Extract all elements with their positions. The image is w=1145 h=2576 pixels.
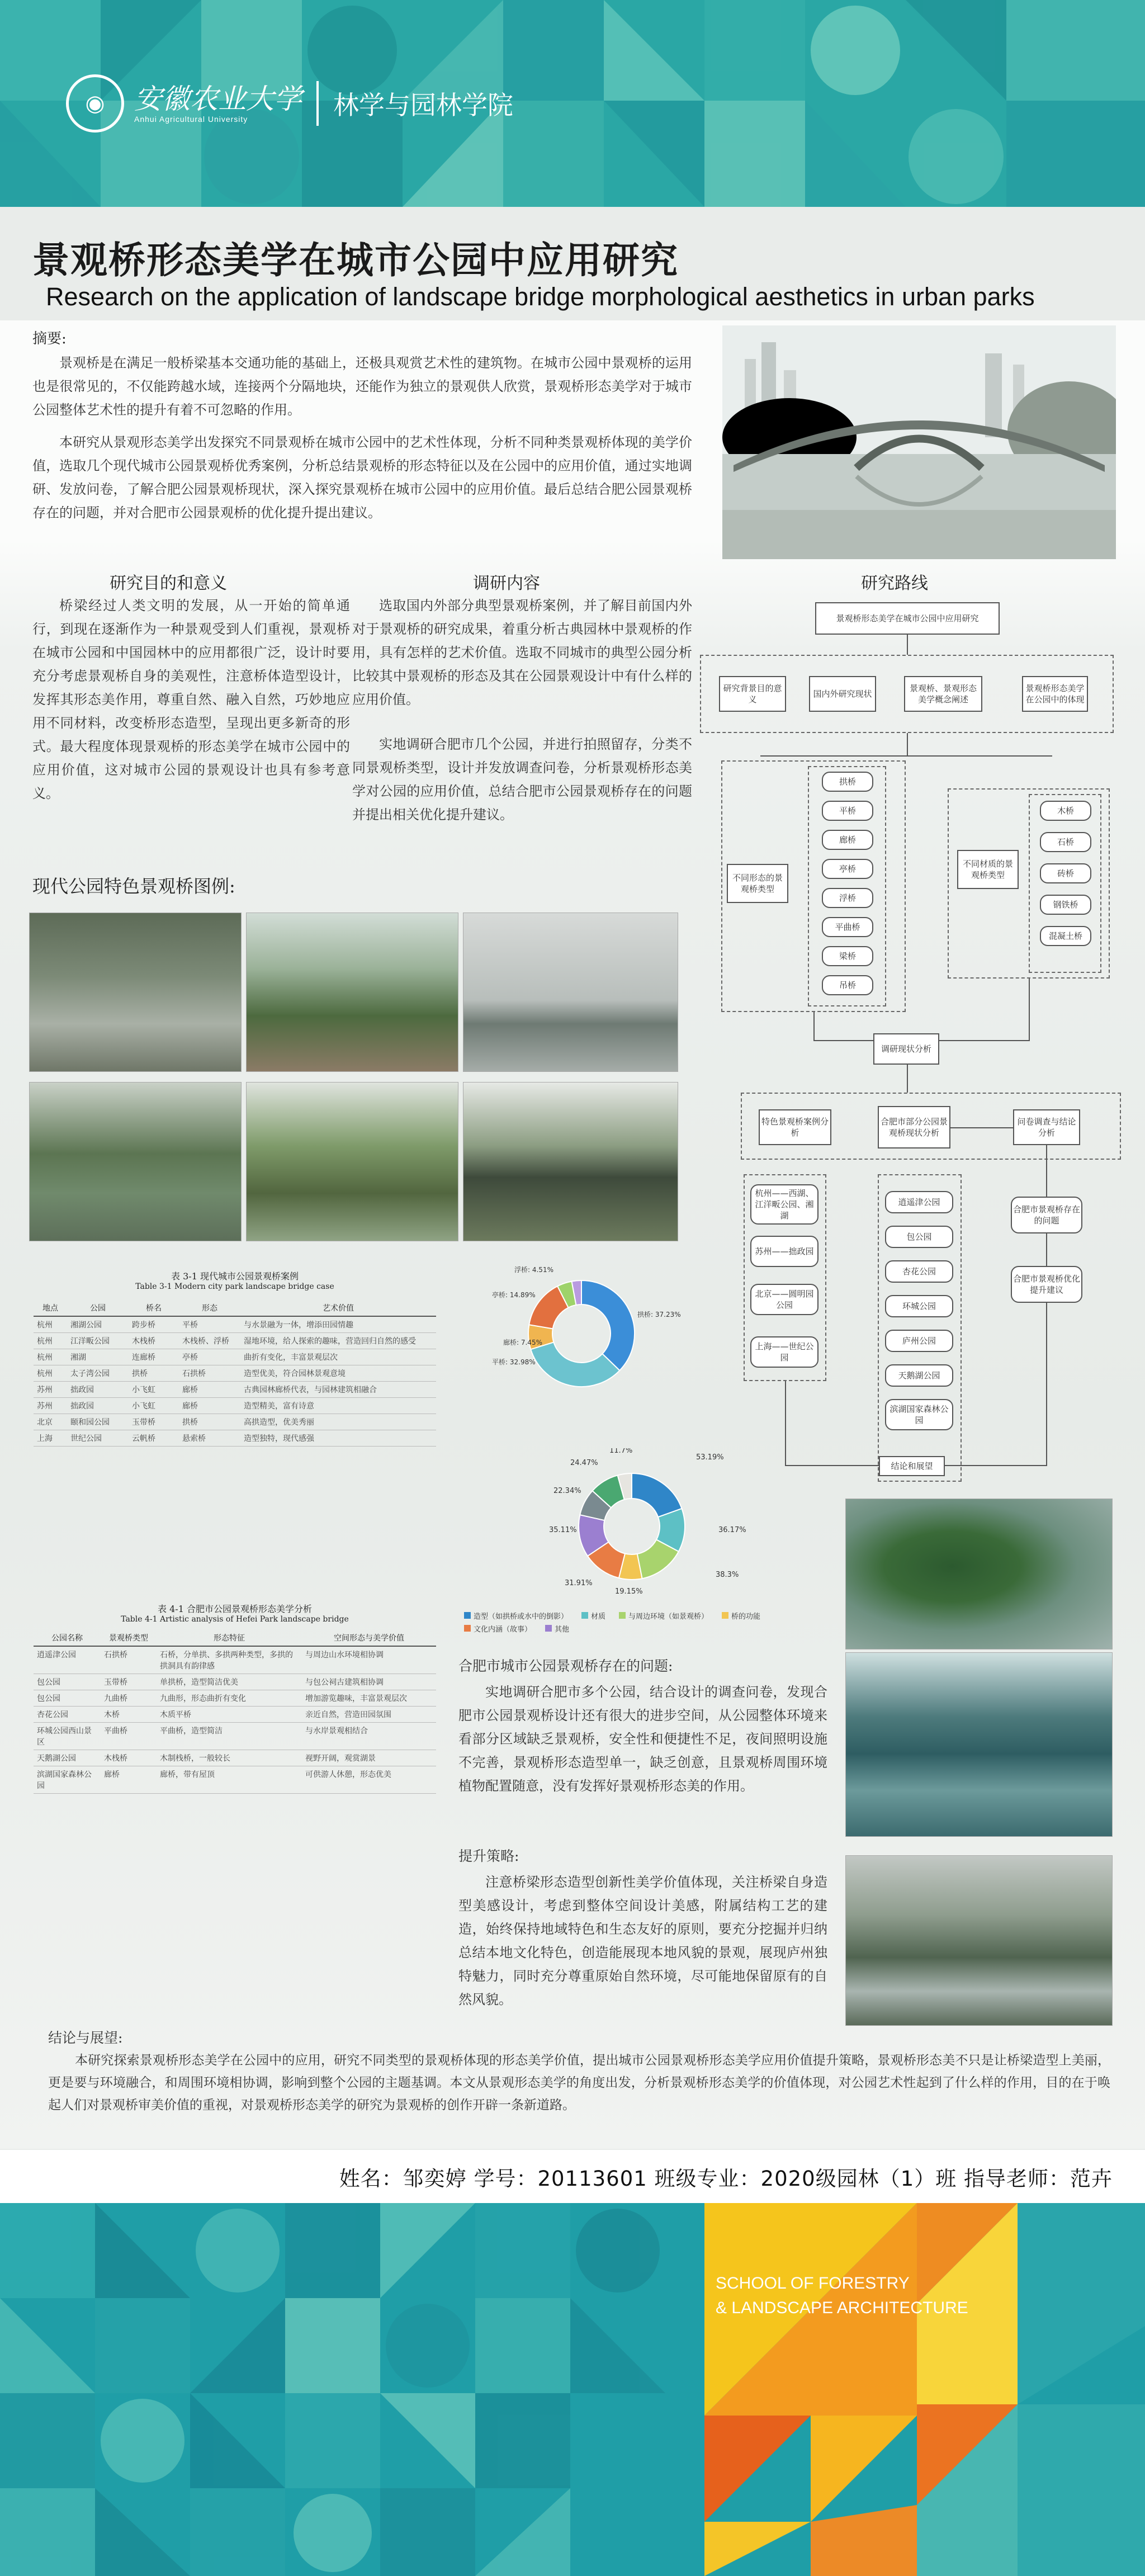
- photo-corridor-bridge: [246, 1082, 458, 1241]
- flow-park-node: 包公园: [885, 1226, 953, 1248]
- legend-swatch: [581, 1612, 588, 1619]
- table-cell: 湘湖: [67, 1349, 129, 1365]
- survey-text-1: 选取国内外部分典型景观桥案例，并了解目前国内外对于景观桥的研究成果，着重分析古典园林中景观桥的作用，具有怎样的艺术价值。选取不同城市的典型公园分析比较其中景观桥的形态及其在公园景观设计中有什么样的应用价值。: [352, 598, 692, 707]
- table-cell: 上海: [34, 1430, 67, 1447]
- legend-label: 材质: [591, 1613, 606, 1621]
- legend-swatch: [464, 1625, 471, 1632]
- flow-connector: [907, 1065, 908, 1093]
- flow-issue-node: 合肥市景观桥存在的问题: [1011, 1197, 1082, 1233]
- survey-text-2: 实地调研合肥市几个公园，并进行拍照留存，分类不同景观桥类型，设计并发放调查问卷，分析景观桥形态美学对公园的应用价值，总结合肥市公园景观桥存在的问题并提出相关优化提升建议。: [352, 736, 692, 823]
- photo-stepping-stone-bridge: [29, 913, 242, 1072]
- school-name-en: [716, 2271, 968, 2320]
- goal-text: 桥梁经过人类文明的发展，从一开始的简单通行，到现在逐渐作为一种景观受到人们重视，景观桥在城市公园和中国园林中的应用都很广泛，设计时要充分考虑景观桥自身的美观性，注意桥体造型设计，发挥其形态美作用，尊重自然、融入自然，巧妙地应用不同材料，改变桥形态造型，呈现出更多新奇的形式。最大程度体现景观桥的形态美学在城市公园中的应用价值，这对城市公园的景观设计也具有参考意义。: [32, 598, 350, 801]
- college-name: 林学与园林学院: [333, 90, 513, 120]
- abstract-paragraph-2: 本研究从景观形态美学出发探究不同景观桥在城市公园中的艺术性体现，分析不同种类景观桥体现的美学价值，选取几个现代城市公园景观桥优秀案例，分析总结景观桥的形态特征以及在公园中的应用价值，通过实地调研、发放问卷，了解合肥公园景观桥现状，深入探究景观桥在城市公园中的应用价值。最后总结合肥公园景观桥存在的问题，并对合肥市公园景观桥的优化提升提出建议。: [32, 434, 692, 521]
- legend-swatch: [619, 1612, 626, 1619]
- footer-banner: [0, 2203, 1145, 2576]
- flow-park-node: 庐州公园: [885, 1330, 953, 1352]
- table2-caption-en: Table 4-1 Artistic analysis of Hefei Park landscape bridge: [121, 1615, 349, 1624]
- flow-row1-node: 国内外研究现状: [809, 676, 876, 712]
- table-cell: 拱桥: [179, 1414, 240, 1430]
- table-cell: 跨步桥: [129, 1316, 179, 1333]
- flow-park-node: 滨湖国家森林公园: [885, 1399, 953, 1430]
- flow-issue-node: 合肥市景观桥优化提升建议: [1011, 1266, 1082, 1303]
- table-cell: 滨湖国家森林公园: [34, 1766, 101, 1794]
- flow-row3-node: 合肥市部分公园景观桥现状分析: [878, 1106, 950, 1148]
- table-cell: 造型优美，符合园林景观意境: [240, 1365, 436, 1382]
- table-row: [34, 1690, 436, 1707]
- donut-label: 廊桥: 7.45%: [503, 1339, 542, 1346]
- table-cell: 包公园: [34, 1674, 101, 1690]
- flow-row1-node: 景观桥形态美学在公园中的体现: [1022, 676, 1088, 712]
- legend-label: 桥的功能: [731, 1613, 761, 1621]
- donut-label: 亭桥: 14.89%: [492, 1291, 536, 1299]
- table-header-cell: 艺术价值: [240, 1300, 436, 1316]
- table-header-cell: 公园: [67, 1300, 129, 1316]
- flow-material-item: 钢铁桥: [1040, 895, 1091, 915]
- flow-end-node: 结论和展望: [879, 1456, 945, 1476]
- photo-wooden-boardwalk: [246, 913, 458, 1072]
- table-row: [34, 1646, 436, 1674]
- table-cell: 古典园林廊桥代表，与园林建筑相融合: [240, 1382, 436, 1398]
- table-cell: 杭州: [34, 1365, 67, 1382]
- legend-swatch: [722, 1612, 728, 1619]
- abstract-label: 摘要:: [32, 330, 67, 347]
- photo-stone-arch-bridge: [29, 1082, 242, 1241]
- table1-caption-zh: 表 3-1 现代城市公园景观桥案例: [171, 1271, 299, 1282]
- flow-parks-group: [878, 1174, 962, 1482]
- table-cell: 湘湖公园: [67, 1316, 129, 1333]
- flow-connector: [785, 1381, 786, 1465]
- author-info-bar: [0, 2150, 1145, 2203]
- table-cell: 廊桥，带有屋顶: [157, 1766, 302, 1794]
- table-header-cell: 地点: [34, 1300, 67, 1316]
- table-cell: 世纪公园: [67, 1430, 129, 1447]
- flow-row1-node: 景观桥、景观形态美学概念阐述: [904, 676, 982, 712]
- legend-item: [545, 1623, 569, 1634]
- table-cell: 九曲形，形态曲折有变化: [157, 1690, 302, 1707]
- table-row: [34, 1707, 436, 1723]
- table-cell: 玉带桥: [129, 1414, 179, 1430]
- table-cell: 颐和园公园: [67, 1414, 129, 1430]
- flow-form-item: 廊桥: [822, 830, 873, 850]
- table-cell: 苏州: [34, 1382, 67, 1398]
- table-cell: 木栈桥: [101, 1750, 157, 1766]
- table-cell: 石拱桥: [101, 1646, 157, 1674]
- university-emblem-icon: ◉: [66, 74, 124, 133]
- table-header-cell: 桥名: [129, 1300, 179, 1316]
- flow-form-item: 拱桥: [822, 772, 873, 792]
- table-cell: 九曲桥: [101, 1690, 157, 1707]
- table-cell: 与周边山水环境相协调: [302, 1646, 436, 1674]
- abstract-paragraph-1: 景观桥是在满足一般桥梁基本交通功能的基础上，还极具观赏艺术性的建筑物。在城市公园中景观桥的运用也是很常见的，不仅能跨越水域，连接两个分隔地块，还能作为独立的景观供人欣赏，景观桥形态美学对于城市公园整体艺术性的提升有着不可忽略的作用。: [32, 355, 692, 418]
- flow-connector: [760, 755, 1052, 757]
- table-cell: 拙政园: [67, 1382, 129, 1398]
- footer-pattern: [0, 2203, 1145, 2576]
- arch-bridge-illustration: [722, 325, 1116, 559]
- conclusion-heading: 结论与展望:: [48, 2030, 123, 2046]
- donut-slice: [581, 1280, 635, 1370]
- table-cell: 包公园: [34, 1690, 101, 1707]
- table-cell: 平曲桥: [101, 1723, 157, 1750]
- flow-row3-node: 特色景观桥案例分析: [759, 1109, 831, 1145]
- table-cell: 石拱桥: [179, 1365, 240, 1382]
- table-cell: 廊桥: [101, 1766, 157, 1794]
- table-header-cell: 空间形态与美学价值: [302, 1630, 436, 1646]
- table2-caption-zh: 表 4-1 合肥市公园景观桥形态美学分析: [158, 1604, 312, 1614]
- flow-status-node: 调研现状分析: [873, 1033, 939, 1065]
- table-cell: 北京: [34, 1414, 67, 1430]
- table-cell: 小飞虹: [129, 1398, 179, 1414]
- table-header-cell: 公园名称: [34, 1630, 101, 1646]
- table-row: [34, 1365, 436, 1382]
- flow-case-node: 北京——圆明园公园: [750, 1284, 818, 1315]
- problems-text: 实地调研合肥市多个公园，结合设计的调查问卷，发现合肥市公园景观桥设计还有很大的进步空间，从公园整体环境来看部分区域缺乏景观桥，安全性和便捷性不足，夜间照明设施不完善，景观桥形态造型单一，缺乏创意，且景观桥周围环境植物配置随意，没有发挥好景观桥形态美的作用。: [458, 1684, 827, 1794]
- table-row: [34, 1766, 436, 1794]
- donut-label: 36.17%: [718, 1526, 746, 1534]
- flow-case-node: 上海——世纪公园: [750, 1336, 818, 1368]
- table-cell: 天鹅湖公园: [34, 1750, 101, 1766]
- poster-title: 景观桥形态美学在城市公园中应用研究: [32, 239, 679, 282]
- table-cell: 木栈桥、浮桥: [179, 1333, 240, 1349]
- legend-item: [464, 1623, 532, 1634]
- poster-title-en: Research on the application of landscape bridge morphological aesthetics in urban parks: [46, 282, 1035, 311]
- table-row: [34, 1750, 436, 1766]
- university-logo-row: [66, 73, 513, 134]
- flow-park-node: 杏花公园: [885, 1260, 953, 1283]
- photo-zigzag-bridge: [845, 1855, 1113, 2026]
- author-info: 姓名：邹奕婷 学号：20113601 班级专业：2020级园林（1）班 指导老师：范卉: [339, 2166, 1113, 2191]
- strategy-text: 注意桥梁形态造型创新性美学价值体现，关注桥梁自身造型美感设计，考虑到整体空间设计美感，附属结构工艺的建造，始终保持地域特色和生态友好的原则，要充分挖掘并归纳总结本地文化特色，创造能展现本地风貌的景观，展现庐州独特魅力，同时充分尊重原始自然环境，尽可能地保留原有的自然风貌。: [458, 1874, 827, 2007]
- legend-label: 造型（如拱桥或水中的倒影）: [474, 1613, 569, 1621]
- table-cell: 江洋畈公园: [67, 1333, 129, 1349]
- hefei-bridge-analysis-table: [34, 1630, 436, 1794]
- photo-misty-bridge: [463, 913, 678, 1072]
- survey-chart-legend: [464, 1610, 833, 1634]
- table-cell: 造型精美，富有诗意: [240, 1398, 436, 1414]
- flow-form-item: 吊桥: [822, 975, 873, 995]
- flow-form-item: 平桥: [822, 801, 873, 821]
- photo-pavilion-bridge: [463, 1082, 678, 1241]
- flow-row1-node: 研究背景目的意义: [719, 676, 786, 712]
- table-cell: 杭州: [34, 1316, 67, 1333]
- flow-top-node: 景观桥形态美学在城市公园中应用研究: [815, 602, 1000, 635]
- legend-item: [619, 1610, 708, 1621]
- survey-heading: 调研内容: [473, 574, 540, 593]
- table-row: [34, 1430, 436, 1447]
- flow-material-item: 砖桥: [1040, 863, 1091, 883]
- flow-form-item: 平曲桥: [822, 917, 873, 937]
- table-header-cell: 形态特征: [157, 1630, 302, 1646]
- university-name: 安徽农业大学: [134, 83, 302, 115]
- flow-connector: [907, 733, 908, 755]
- flow-connector: [1046, 1303, 1047, 1465]
- table-cell: 平曲桥，造型简洁: [157, 1723, 302, 1750]
- table-cell: 玉带桥: [101, 1674, 157, 1690]
- modern-bridges-heading: 现代公园特色景观桥图例:: [32, 876, 235, 897]
- photo-island-aerial: [845, 1499, 1113, 1649]
- table-cell: 造型独特，现代感强: [240, 1430, 436, 1447]
- table-cell: 环城公园西山景区: [34, 1723, 101, 1750]
- flow-material-item: 混凝土桥: [1040, 926, 1091, 946]
- donut-slice: [632, 1473, 682, 1517]
- goal-heading: 研究目的和意义: [110, 574, 227, 593]
- donut-label: 53.19%: [696, 1453, 724, 1462]
- table-row: [34, 1398, 436, 1414]
- donut-label: 浮桥: 4.51%: [514, 1266, 553, 1274]
- legend-swatch: [545, 1625, 552, 1632]
- table-cell: 逍遥津公园: [34, 1646, 101, 1674]
- bridge-form-donut-chart: [470, 1258, 693, 1409]
- table-header-cell: 景观桥类型: [101, 1630, 157, 1646]
- table-cell: 杭州: [34, 1349, 67, 1365]
- flow-case-node: 苏州——拙政园: [750, 1236, 818, 1267]
- university-name-en: Anhui Agricultural University: [134, 115, 248, 124]
- photo-arch-bridge-lake: [845, 1652, 1113, 1837]
- survey-preference-donut-chart: [548, 1448, 772, 1605]
- conclusion-text: 本研究探索景观桥形态美学在公园中的应用，研究不同类型的景观桥体现的形态美学价值，提出城市公园景观桥形态美学应用价值提升策略，景观桥形态美不只是让桥梁造型上美丽，更是要与环境融合，和周围环境相协调，影响到整个公园的主题基调。本文从景观形态美学的角度出发，分析景观桥形态美学的价值体现，对公园艺术性起到了什么样的作用，目的在于唤起人们对景观桥审美价值的重视，对景观桥形态美学的研究为景观桥的创作开辟一条新道路。: [48, 2053, 1110, 2112]
- table1-caption: [34, 1269, 436, 1291]
- table-cell: 石桥，分单拱、多拱两种类型，多拱的拱洞具有韵律感: [157, 1646, 302, 1674]
- legend-item: [464, 1610, 568, 1621]
- legend-label: 其他: [555, 1625, 570, 1634]
- donut-label: 31.91%: [565, 1579, 593, 1587]
- flow-connector: [950, 1127, 1013, 1128]
- table-cell: 与包公祠古建筑相协调: [302, 1674, 436, 1690]
- table-row: [34, 1674, 436, 1690]
- table-cell: 木栈桥: [129, 1333, 179, 1349]
- table-header-row: [34, 1630, 436, 1646]
- table1-caption-en: Table 3-1 Modern city park landscape bridge case: [135, 1282, 334, 1291]
- donut-label: 拱桥: 37.23%: [637, 1311, 681, 1318]
- school-name-en-line1: SCHOOL OF FORESTRY: [716, 2274, 910, 2293]
- flow-connector: [1046, 1145, 1047, 1197]
- flow-connector: [1046, 1233, 1047, 1266]
- table-cell: 亲近自然，营造田园氛围: [302, 1707, 436, 1723]
- table2-caption: [34, 1602, 436, 1624]
- table-cell: 拱桥: [129, 1365, 179, 1382]
- flow-material-item: 木桥: [1040, 801, 1091, 821]
- table-cell: 拙政园: [67, 1398, 129, 1414]
- table-row: [34, 1333, 436, 1349]
- flow-case-node: 杭州——西湖、江洋畈公园、湘湖: [750, 1184, 818, 1225]
- flow-connector: [1029, 979, 1030, 1040]
- legend-item: [722, 1610, 760, 1621]
- donut-label: 22.34%: [553, 1487, 581, 1495]
- table-cell: 连廊桥: [129, 1349, 179, 1365]
- table-row: [34, 1414, 436, 1430]
- legend-swatch: [464, 1612, 471, 1619]
- table-row: [34, 1349, 436, 1365]
- table-cell: 廊桥: [179, 1398, 240, 1414]
- table-cell: 高拱造型，优美秀丽: [240, 1414, 436, 1430]
- table-cell: 苏州: [34, 1398, 67, 1414]
- table-cell: 平桥: [179, 1316, 240, 1333]
- table-row: [34, 1723, 436, 1750]
- donut-label: 19.15%: [615, 1587, 643, 1596]
- modern-bridge-case-table: [34, 1300, 436, 1447]
- flow-form-item: 亭桥: [822, 859, 873, 879]
- flow-connector: [907, 635, 908, 655]
- table-cell: 太子湾公园: [67, 1365, 129, 1382]
- abstract-bridge-photo: [722, 325, 1116, 559]
- table-cell: 单拱桥，造型简洁优美: [157, 1674, 302, 1690]
- flow-park-node: 天鹅湖公园: [885, 1364, 953, 1387]
- flow-form-item: 梁桥: [822, 946, 873, 966]
- table-cell: 视野开阔，观赏湖景: [302, 1750, 436, 1766]
- donut-label: 24.47%: [570, 1459, 598, 1467]
- table-header-cell: 形态: [179, 1300, 240, 1316]
- table-cell: 增加游览趣味，丰富景观层次: [302, 1690, 436, 1707]
- legend-label: 与周边环境（如景观桥）: [628, 1613, 709, 1621]
- header-banner: [0, 0, 1145, 207]
- table-cell: 亭桥: [179, 1349, 240, 1365]
- flow-row3-node: 问卷调查与结论分析: [1013, 1109, 1080, 1145]
- legend-item: [581, 1610, 605, 1621]
- flow-connector: [813, 1012, 815, 1040]
- flow-material-item: 石桥: [1040, 832, 1091, 852]
- problems-heading: 合肥市城市公园景观桥存在的问题:: [458, 1658, 673, 1674]
- donut-label: 35.11%: [549, 1526, 577, 1534]
- table-cell: 悬索桥: [179, 1430, 240, 1447]
- legend-label: 文化内涵（故事）: [474, 1625, 532, 1634]
- table-cell: 湿地环境，给人探索的趣味，营造回归自然的感受: [240, 1333, 436, 1349]
- table-cell: 小飞虹: [129, 1382, 179, 1398]
- strategy-heading: 提升策略:: [458, 1848, 519, 1864]
- table-header-row: [34, 1300, 436, 1316]
- flow-material-list: [1029, 794, 1101, 973]
- university-name-block: [134, 83, 302, 124]
- table-cell: 与水岸景观相结合: [302, 1723, 436, 1750]
- flow-park-node: 环城公园: [885, 1295, 953, 1317]
- donut-label: 11.7%: [609, 1448, 633, 1455]
- table-cell: 廊桥: [179, 1382, 240, 1398]
- flow-form-type-node: 不同形态的景观桥类型: [727, 864, 788, 903]
- logo-separator: [316, 81, 319, 126]
- table-cell: 木质平桥: [157, 1707, 302, 1723]
- table-cell: 杭州: [34, 1333, 67, 1349]
- donut-label: 38.3%: [716, 1571, 739, 1579]
- route-heading: 研究路线: [861, 574, 928, 593]
- flow-material-type-node: 不同材质的景观桥类型: [957, 850, 1019, 889]
- school-name-en-line2: & LANDSCAPE ARCHITECTURE: [716, 2299, 968, 2317]
- table-cell: 杏花公园: [34, 1707, 101, 1723]
- table-row: [34, 1316, 436, 1333]
- flow-park-node: 逍遥津公园: [885, 1191, 953, 1213]
- flow-form-item: 浮桥: [822, 888, 873, 908]
- table-cell: 曲折有变化，丰富景观层次: [240, 1349, 436, 1365]
- table-row: [34, 1382, 436, 1398]
- table-cell: 可供游人休憩，形态优美: [302, 1766, 436, 1794]
- table-cell: 木桥: [101, 1707, 157, 1723]
- table-cell: 云帆桥: [129, 1430, 179, 1447]
- table-cell: 与水景融为一体，增添田园情趣: [240, 1316, 436, 1333]
- table-cell: 木制栈桥，一般较长: [157, 1750, 302, 1766]
- donut-label: 平桥: 32.98%: [492, 1358, 536, 1366]
